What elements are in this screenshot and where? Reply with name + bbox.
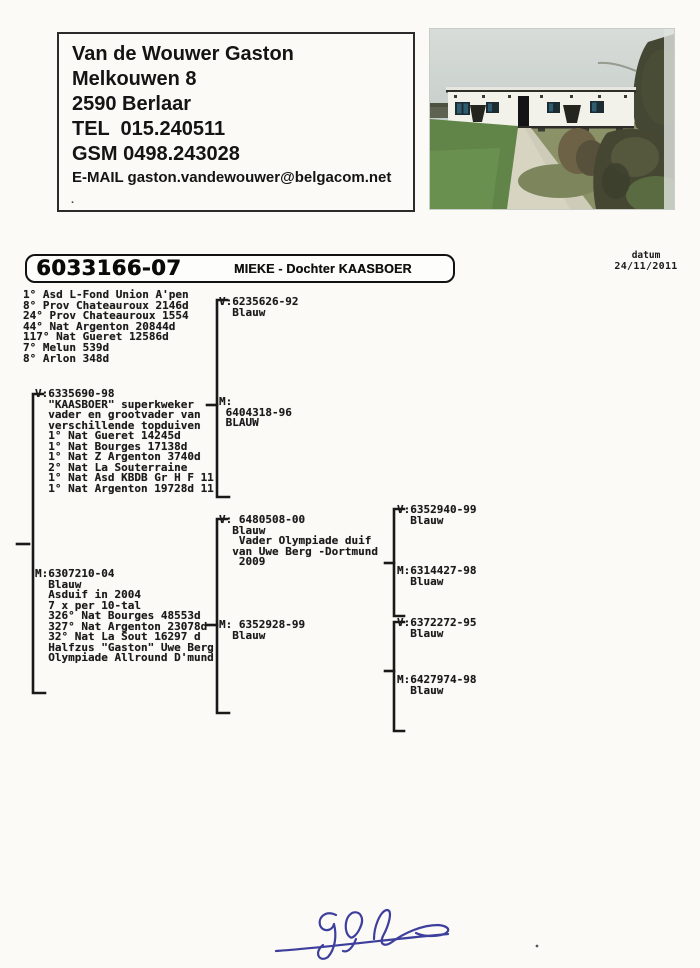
maternal-gm-father-block: V:6372272-95 Blauw [397, 616, 477, 640]
breeder-gsm: GSM 0498.243028 [72, 143, 240, 165]
maternal-grandmother-block: M: 6352928-99 Blauw [219, 618, 306, 642]
ring-number-box [25, 254, 455, 283]
date-label: datum [631, 250, 661, 261]
pigeon-loft-photo [430, 29, 674, 209]
paternal-grandfather-block: V:6235626-92 Blauw [219, 295, 299, 319]
ink-dot [536, 945, 539, 948]
breeder-street: Melkouwen 8 [72, 68, 197, 90]
father-block: V:6335690-98 "KAASBOER" superkweker vader en grootvader van verschillende topduiven 1° Nat Gueret 14245d 1° Nat Bourges 17138d 1° Nat Z Argenton 3740d 2° Nat La Souterraine 1° Nat Asd KBDB Gr H F 11 1° Nat Argenton 19728d 11 [35, 387, 214, 495]
date-block [600, 250, 692, 273]
ring-number: 6033166-07 [36, 256, 182, 280]
stray-mark: . [71, 194, 75, 206]
performance-list: 1° Asd L-Fond Union A'pen 8° Prov Chateauroux 2146d 24° Prov Chateauroux 1554 44° Nat Argenton 20844d 117° Nat Gueret 12586d 7° Melun 539d 8° Arlon 348d [23, 288, 189, 365]
photo-door [518, 96, 529, 128]
breeder-info-text [72, 42, 391, 187]
breeder-info-box [57, 32, 415, 212]
signature [262, 903, 562, 965]
maternal-gf-mother-block: M:6314427-98 Bluaw [397, 564, 477, 588]
breeder-email: E-MAIL gaston.vandewouwer@belgacom.net [72, 169, 392, 186]
breeder-city: 2590 Berlaar [72, 93, 191, 115]
maternal-gf-father-block: V:6352940-99 Blauw [397, 503, 477, 527]
maternal-grandfather-block: V: 6480508-00 Blauw Vader Olympiade duif van Uwe Berg -Dortmund 2009 [219, 513, 378, 568]
maternal-gm-mother-block: M:6427974-98 Blauw [397, 673, 477, 697]
paternal-grandmother-block: M: 6404318-96 BLAUW [219, 395, 292, 429]
date-value: 24/11/2011 [614, 261, 678, 272]
breeder-tel: TEL 015.240511 [72, 118, 226, 140]
breeder-name: Van de Wouwer Gaston [72, 43, 294, 65]
mother-block: M:6307210-04 Blauw Asduif in 2004 7 x per 10-tal 326° Nat Bourges 48553d 327° Nat Argenton 23078d 32° Nat La Sout 16297 d Halfzus "Gaston" Uwe Berg Olympiade Allround D'mund [35, 567, 214, 664]
pigeon-name: MIEKE - Dochter KAASBOER [234, 262, 412, 276]
